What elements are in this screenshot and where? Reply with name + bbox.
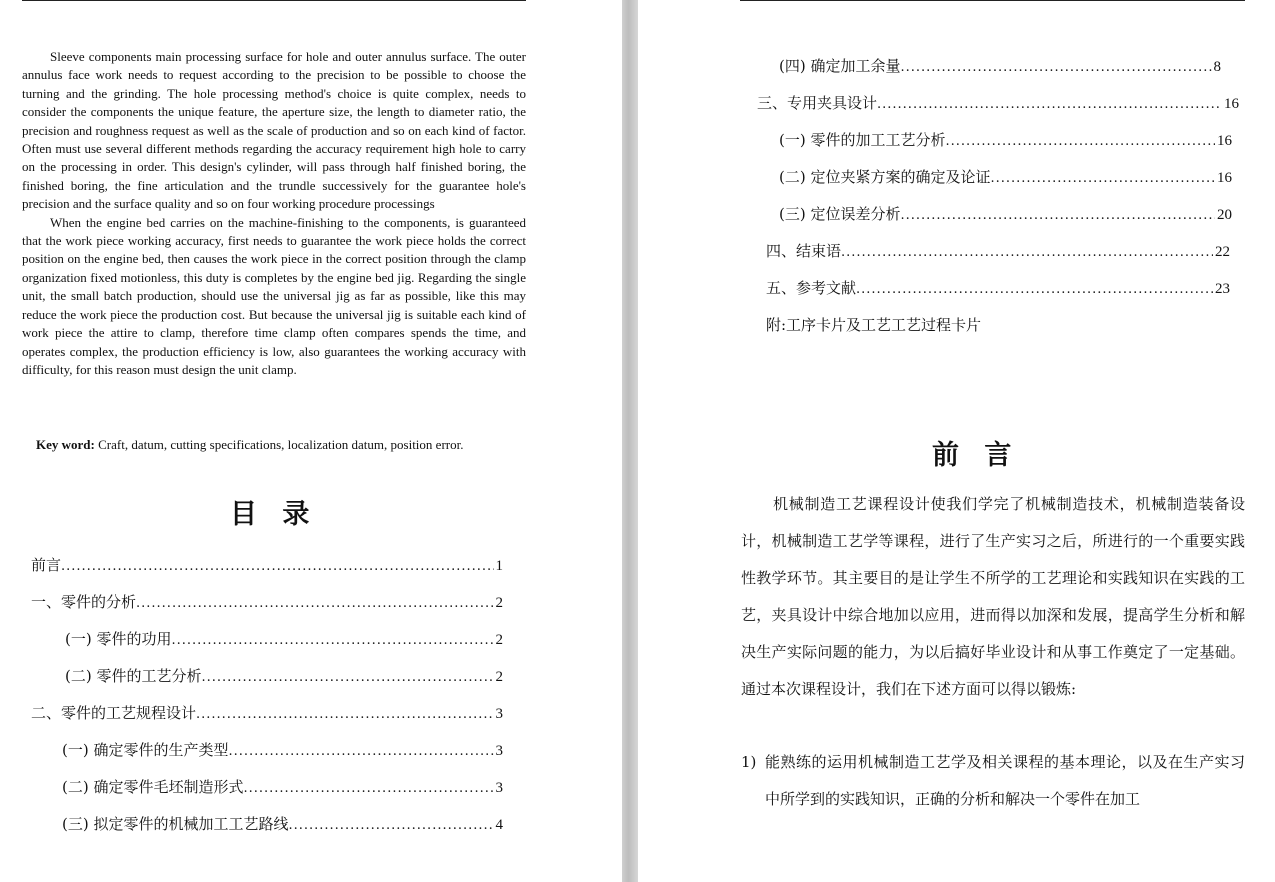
toc-entry[interactable] [779,55,1221,79]
toc-entry-page: 1 [495,558,503,574]
preface-title: 前 言 [932,440,1020,471]
toc-entry[interactable] [31,591,503,615]
preface-body [741,486,1245,708]
toc-entry-page: 2 [495,595,503,611]
toc-leader [243,781,493,796]
abstract-paragraph: Sleeve components main processing surface for hole and outer annulus surface. The outer annulus face work needs to request according to the precision to be possible to choose the turning and the grinding. The hole processing method's choice is quite complex, needs to consider the components the unique feature, the aperture size, the length to diameter ratio, the precision and roughness request as well as the scale of production and so on each kind of factor. Often must use several different methods regarding the accuracy requirement high hole to carry on the processing in order. This design's cylinder, will pass through half finished boring, the finished boring, the fine articulation and the trundle successively for the guarantee hole's precision and the surface quality and so on four working procedure processings [22,49,526,212]
toc-entry-label: (四) 确定加工余量 [779,57,901,75]
abstract [22,48,526,379]
toc-entry-label: (三) 定位误差分析 [779,205,901,223]
toc-entry-label: (一) 零件的加工工艺分析 [779,131,946,149]
toc-entry-label: 四、结束语 [766,242,842,260]
abstract-paragraph: When the engine bed carries on the machine-finishing to the components, is guaranteed that the work piece working accuracy, first needs to guarantee the work piece holds the correct position on the engine bed, then causes the work piece in the correct position through the clamp organization fixed motionless, this duty is completes by the engine bed jig. Regarding the single unit, the small batch production, should use the universal jig as far as possible, like this may reduce the work piece the production cost. But because the universal jig is suitable each kind of work piece the attire to clamp, therefore time clamp often compares spends the time, and operates complex, the production efficiency is low, also guarantees the working accuracy with difficulty, for this reason must design the unit clamp. [22,214,526,377]
toc-entry-page: 22 [1215,244,1230,260]
toc-title: 目 录 [230,499,318,530]
toc-entry[interactable] [779,166,1232,190]
toc-leader [201,670,493,685]
preface-list-item [741,744,1245,818]
toc-entry-page: 16 [1217,133,1232,149]
list-item-number: 1) [741,753,757,771]
page-gutter [622,0,638,882]
toc-leader [196,707,493,722]
toc-entry-label: (一) 确定零件的生产类型 [62,741,229,759]
toc-entry[interactable] [65,628,503,652]
keywords [36,437,536,453]
toc-entry-page: 2 [495,632,503,648]
toc-leader [288,818,493,833]
toc-leader [877,97,1222,112]
toc-entry[interactable] [766,240,1230,264]
toc-leader [171,633,493,648]
keywords-label: Key word: [36,437,95,452]
toc-appendix[interactable]: 附:工序卡片及工艺工艺过程卡片 [766,316,982,334]
toc-leader [136,596,493,611]
toc-entry-page: 8 [1213,59,1221,75]
toc-entry-label: (一) 零件的功用 [65,630,172,648]
toc-entry-page: 3 [495,780,503,796]
toc-entry[interactable] [31,554,503,578]
toc-leader [900,60,1211,75]
left-page [0,0,622,882]
toc-entry-label: 前言 [31,556,62,574]
toc-entry-page: 4 [495,817,503,833]
toc-entry[interactable] [31,702,503,726]
toc-leader [900,208,1215,223]
toc-entry[interactable] [62,739,503,763]
toc-entry[interactable] [779,203,1232,227]
toc-entry-page: 16 [1224,96,1239,112]
list-item-text: 能熟练的运用机械制造工艺学及相关课程的基本理论，以及在生产实习 中所学到的实践知识，正确的分析和解决一个零件在加工 [765,753,1245,808]
toc-leader [228,744,493,759]
toc-entry-page: 23 [1215,281,1230,297]
toc-leader [990,171,1215,186]
toc-entry-label: (三) 拟定零件的机械加工工艺路线 [62,815,289,833]
toc-leader [945,134,1215,149]
toc-entry[interactable] [757,92,1239,116]
toc-entry-label: 五、参考文献 [766,279,857,297]
toc-leader [61,559,493,574]
toc-entry-label: 三、专用夹具设计 [757,94,878,112]
toc-entry[interactable] [65,665,503,689]
header-rule [740,0,1245,1]
keywords-text: Craft, datum, cutting specifications, localization datum, position error. [94,437,464,452]
toc-entry-label: 二、零件的工艺规程设计 [31,704,197,722]
toc-entry-label: (二) 零件的工艺分析 [65,667,202,685]
toc-leader [841,245,1213,260]
toc-entry-page: 2 [495,669,503,685]
toc-entry-page: 3 [495,706,503,722]
toc-entry-label: (二) 确定零件毛坯制造形式 [62,778,244,796]
toc-entry[interactable] [766,277,1230,301]
toc-leader [856,282,1213,297]
toc-entry-page: 20 [1217,207,1232,223]
header-rule [22,0,526,1]
toc-entry-label: (二) 定位夹紧方案的确定及论证 [779,168,991,186]
toc-entry[interactable] [779,129,1232,153]
toc-entry[interactable] [62,776,503,800]
toc-entry-page: 16 [1217,170,1232,186]
toc-entry[interactable] [62,813,503,837]
toc-entry-label: 一、零件的分析 [31,593,137,611]
toc-entry-page: 3 [495,743,503,759]
preface-paragraph: 机械制造工艺课程设计使我们学完了机械制造技术，机械制造装备设计，机械制造工艺学等课程，进行了生产实习之后，所进行的一个重要实践性教学环节。其主要目的是让学生不所学的工艺理论和实践知识在实践的工艺，夹具设计中综合地加以应用，进而得以加深和发展，提高学生分析和解决生产实际问题的能力，为以后搞好毕业设计和从事工作奠定了一定基础。通过本次课程设计，我们在下述方面可以得以锻炼: [741,495,1245,698]
